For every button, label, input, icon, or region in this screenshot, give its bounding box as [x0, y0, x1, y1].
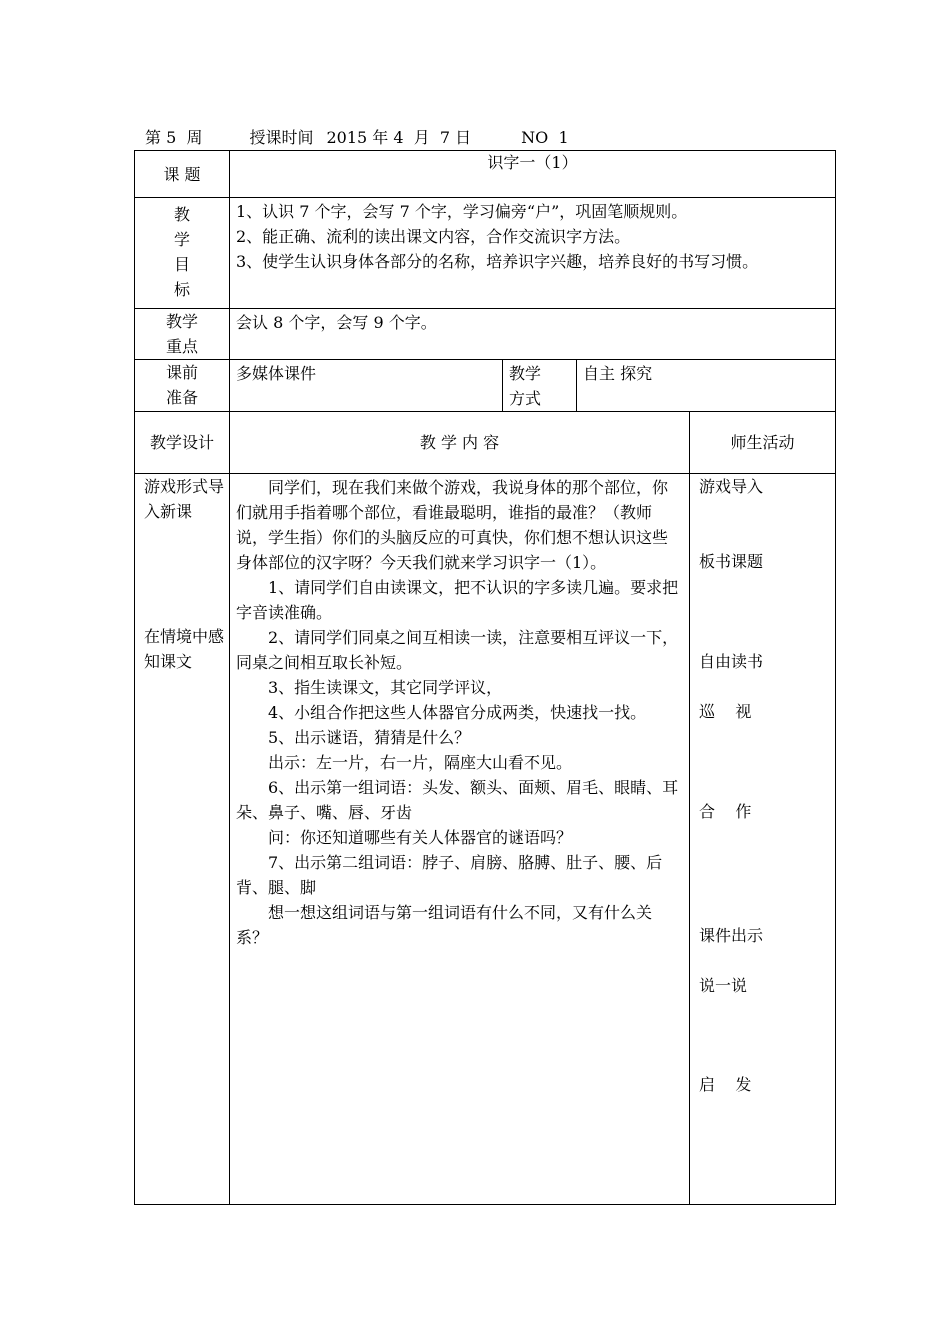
stage-column [135, 474, 230, 1205]
activity-item: 巡 视 [699, 702, 752, 721]
activity-item: 合 作 [699, 802, 752, 821]
stage-label: 游戏形式导入新课 [144, 477, 225, 521]
lesson-plan-table [134, 150, 836, 1205]
content-paragraph: 7、出示第二组词语：脖子、肩膀、胳膊、肚子、腰、后背、腿、脚 [236, 853, 663, 897]
content-paragraph: 3、指生读课文，其它同学评议， [268, 678, 503, 697]
activity-item: 板书课题 [699, 552, 764, 571]
content-paragraph: 5、出示谜语，猜猜是什么？ [268, 728, 471, 747]
topic-label: 课 题 [135, 151, 230, 198]
preparation-label: 课前 准备 [135, 360, 230, 412]
header-line [145, 127, 569, 149]
date-value: 2015 年 4 月 7 日 [326, 128, 472, 147]
content-paragraph: 出示：左一片，右一片，隔座大山看不见。 [268, 753, 573, 772]
activity-column [690, 474, 836, 1205]
stage-label: 在情境中感知课文 [144, 627, 225, 671]
key-points-value: 会认 8 个字，会写 9 个字。 [230, 309, 836, 360]
objective-item: 1、认识 7 个字，会写 7 个字，学习偏旁“户”，巩固笔顺规则。 [236, 202, 688, 221]
topic-row [135, 151, 836, 198]
activity-item: 说一说 [699, 976, 748, 995]
design-body-row [135, 474, 836, 1205]
key-points-label: 教学 重点 [135, 309, 230, 360]
objectives-content [230, 198, 836, 309]
objective-item: 2、能正确、流利的读出课文内容，合作交流识字方法。 [236, 227, 631, 246]
content-paragraph: 想一想这组词语与第一组词语有什么不同，又有什么关系？ [236, 903, 653, 947]
lesson-content [230, 474, 690, 1205]
key-points-row [135, 309, 836, 360]
objectives-row [135, 198, 836, 309]
preparation-value: 多媒体课件 [230, 360, 503, 412]
activity-item: 启 发 [699, 1075, 752, 1094]
design-header-row [135, 412, 836, 474]
content-paragraph: 问：你还知道哪些有关人体器官的谜语吗？ [268, 828, 573, 847]
content-paragraph: 2、请同学们同桌之间互相读一读，注意要相互评议一下，同桌之间相互取长补短。 [236, 628, 679, 672]
content-paragraph: 同学们，现在我们来做个游戏，我说身体的那个部位，你们就用手指着哪个部位，看谁最聪明，谁指的最准？（教师说，学生指）你们的头脑反应的可真快，你们想不想认识这些身体部位的汉字呀？今天我们就来学习识字一（1）。 [236, 478, 669, 572]
content-paragraph: 6、出示第一组词语：头发、额头、面颊、眉毛、眼睛、耳朵、鼻子、嘴、唇、牙齿 [236, 778, 679, 822]
topic-value: 识字一（1） [230, 151, 836, 198]
time-label: 授课时间 [249, 128, 314, 147]
objective-item: 3、使学生认识身体各部分的名称，培养识字兴趣，培养良好的书写习惯。 [236, 252, 759, 271]
week-label: 第 5 周 [145, 128, 203, 147]
activity-item: 游戏导入 [699, 477, 764, 496]
method-label: 教学 方式 [503, 360, 577, 412]
preparation-row [135, 360, 836, 412]
method-value: 自主 探究 [577, 360, 836, 412]
objectives-label: 教 学 目 标 [135, 198, 230, 309]
activity-header: 师生活动 [690, 412, 836, 474]
activity-item: 课件出示 [699, 926, 764, 945]
content-header: 教 学 内 容 [230, 412, 690, 474]
activity-item: 自由读书 [699, 652, 764, 671]
design-header: 教学设计 [135, 412, 230, 474]
content-paragraph: 4、小组合作把这些人体器官分成两类，快速找一找。 [268, 703, 647, 722]
lesson-number: NO 1 [521, 128, 569, 147]
content-paragraph: 1、请同学们自由读课文，把不认识的字多读几遍。要求把字音读准确。 [236, 578, 679, 622]
